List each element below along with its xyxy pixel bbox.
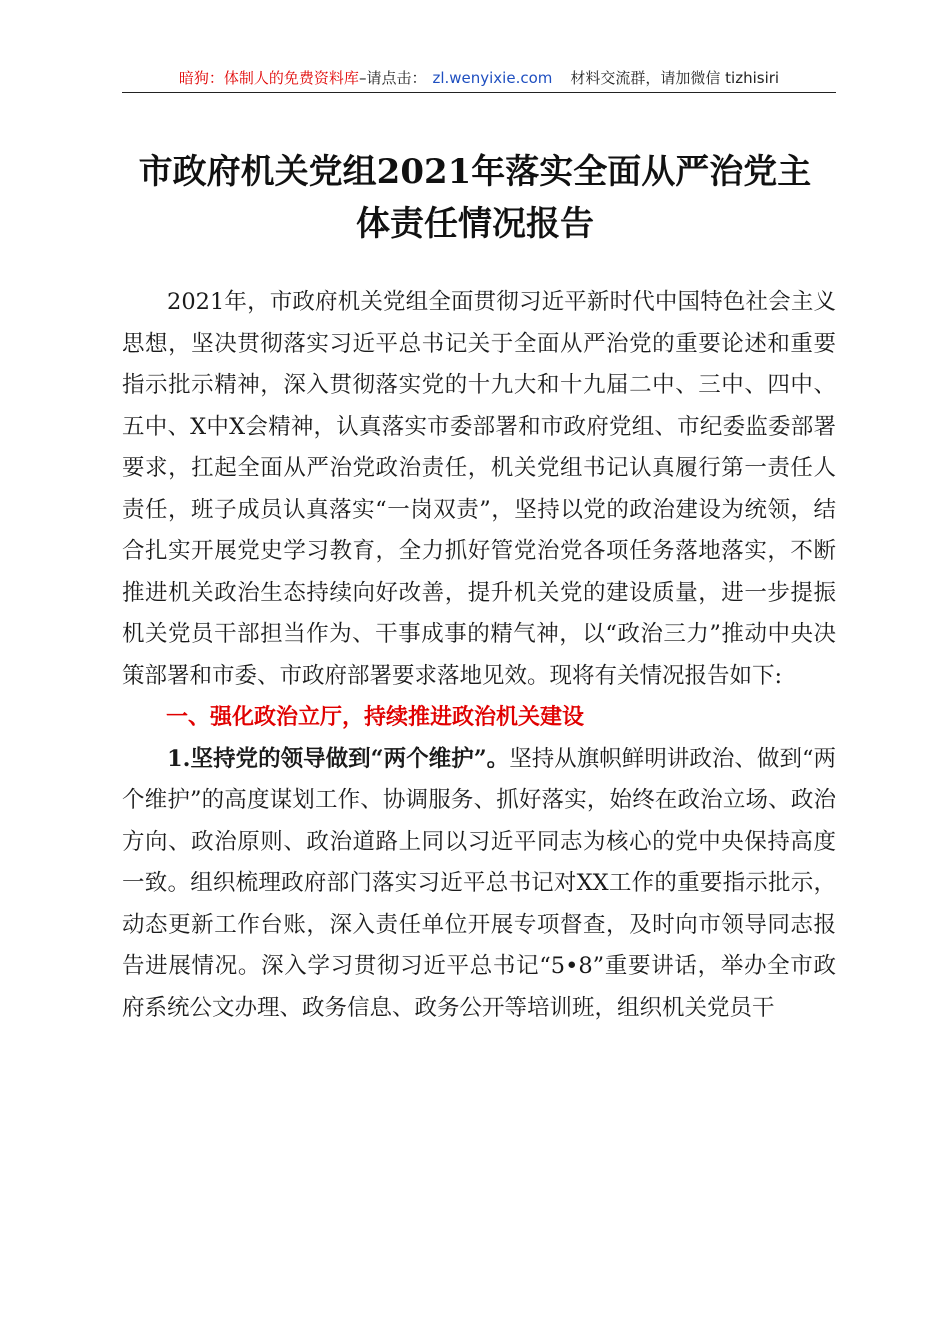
intro-paragraph: 2021年，市政府机关党组全面贯彻习近平新时代中国特色社会主义思想，坚决贯彻落实习近平总书记关于全面从严治党的重要论述和重要指示批示精神，深入贯彻落实党的十九大和十九届二中、三中、四中、五中、X中X会精神，认真落实市委部署和市政府党组、市纪委监委部署要求，扛起全面从严治党政治责任，机关党组书记认真履行第一责任人责任，班子成员认真落实“一岗双责”，坚持以党的政治建设为统领，结合扎实开展党史学习教育，全力抓好管党治党各项任务落地落实，不断推进机关政治生态持续向好改善，提升机关党的建设质量，进一步提振机关党员干部担当作为、干事成事的精气神，以“政治三力”推动中央决策部署和市委、市政府部署要求落地见效。现将有关情况报告如下: [122,289,836,689]
item-1-lead: 1.坚持党的领导做到“两个维护”。 [167,745,510,772]
item-1-paragraph [122,739,836,1030]
document-body [122,282,836,1029]
header-url-link[interactable]: zl.wenyixie.com [432,69,553,87]
header-brand: 暗狗：体制人的免费资料库 [178,69,359,87]
title-line-2: 体责任情况报告 [356,204,594,244]
page-header [122,64,836,93]
item-1-text: 坚持从旗帜鲜明讲政治、做到“两个维护”的高度谋划工作、协调服务、抓好落实，始终在政治立场、政治方向、政治原则、政治道路上同以习近平同志为核心的党中央保持高度一致。组织梳理政府部门落实习近平总书记对XX工作的重要指示批示，动态更新工作台账，深入责任单位开展专项督查，及时向市领导同志报告进展情况。深入学习贯彻习近平总书记“5•8”重要讲话，举办全市政府系统公文办理、政务信息、政务公开等培训班，组织机关党员干 [122,745,836,1021]
header-group-note: 材料交流群，请加微信 tizhisiri [570,69,780,87]
document-title [110,146,840,250]
section-heading-1: 一、强化政治立厅，持续推进政治机关建设 [166,705,585,730]
header-prompt: –请点击： [358,69,427,87]
title-line-1: 市政府机关党组2021年落实全面从严治党主 [138,152,812,192]
